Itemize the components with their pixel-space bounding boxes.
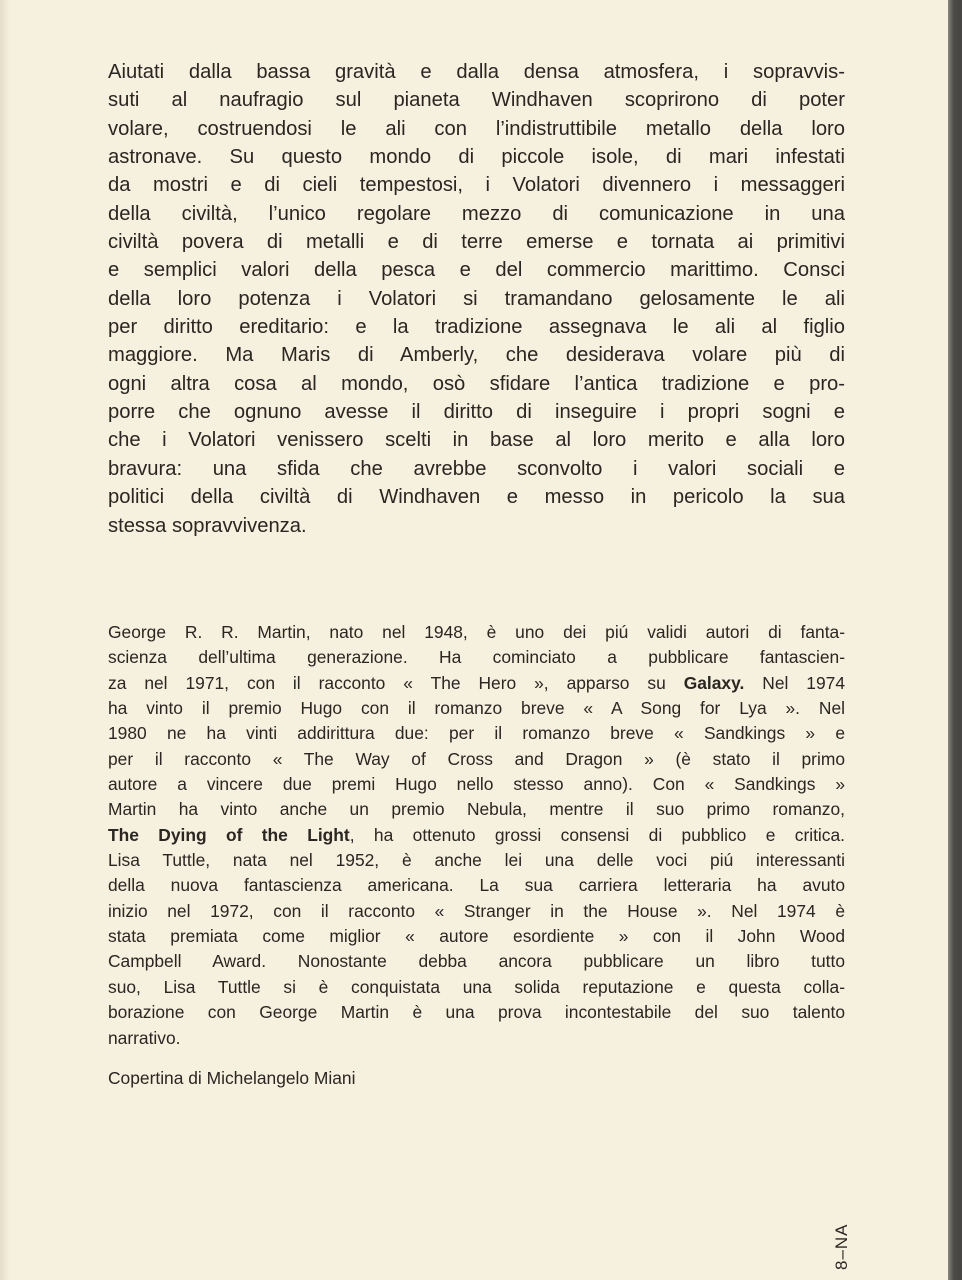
text-line	[108, 1000, 845, 1025]
text-segment: suti al naufragio sul pianeta Windhaven scoprirono di poter	[108, 89, 845, 112]
text-line	[108, 949, 845, 974]
text-segment: ogni altra cosa al mondo, osò sfidare l’antica tradizione e pro-	[108, 372, 845, 395]
synopsis-paragraph	[108, 58, 845, 540]
text-segment: , ha ottenuto grossi consensi di pubblico e critica.	[349, 824, 845, 845]
text-segment: della loro potenza i Volatori si tramandano gelosamente le ali	[108, 287, 845, 310]
text-line	[108, 398, 845, 426]
text-line	[108, 58, 845, 86]
text-segment: volare, costruendosi le ali con l’indistruttibile metallo della loro	[108, 117, 845, 140]
text-segment: della nuova fantascienza americana. La sua carriera letteraria ha avuto	[108, 875, 845, 896]
text-segment: Aiutati dalla bassa gravità e dalla densa atmosfera, i sopravvis-	[108, 61, 845, 83]
text-line	[108, 899, 845, 924]
book-spine-edge	[948, 0, 962, 1280]
text-line	[108, 370, 845, 398]
text-line	[108, 143, 845, 171]
text-line	[108, 797, 845, 822]
text-segment: che i Volatori venissero scelti in base al loro merito e alla loro	[108, 429, 845, 452]
authors-biography-paragraph	[108, 620, 845, 1051]
text-segment: suo, Lisa Tuttle si è conquistata una solida reputazione e questa colla-	[108, 976, 845, 997]
text-line	[108, 975, 845, 1000]
text-line	[108, 696, 845, 721]
text-segment: della civiltà, l’unico regolare mezzo di comunicazione in una	[108, 202, 845, 225]
text-line	[108, 200, 845, 228]
text-line	[108, 483, 845, 511]
catalog-code: 8–NA	[832, 1223, 851, 1270]
text-segment: George R. R. Martin, nato nel 1948, è uno dei piú validi autori di fanta-	[108, 622, 845, 642]
text-segment: narrativo.	[108, 1027, 181, 1048]
text-line	[108, 313, 845, 341]
text-line	[108, 228, 845, 256]
text-line	[108, 645, 845, 670]
text-segment: maggiore. Ma Maris di Amberly, che desiderava volare più di	[108, 344, 845, 367]
page-left-edge	[0, 0, 10, 1280]
text-segment: da mostri e di cieli tempestosi, i Volatori divennero i messaggeri	[108, 174, 845, 197]
text-segment: inizio nel 1972, con il racconto « Stranger in the House ». Nel 1974 è	[108, 900, 845, 921]
text-line	[108, 721, 845, 746]
text-segment: Martin ha vinto anche un premio Nebula, mentre il suo primo romanzo,	[108, 799, 845, 820]
text-segment: politici della civiltà di Windhaven e messo in pericolo la sua	[108, 486, 845, 509]
text-line	[108, 256, 845, 284]
text-segment: porre che ognuno avesse il diritto di inseguire i propri sogni e	[108, 401, 845, 424]
text-line	[108, 823, 845, 848]
text-line	[108, 171, 845, 199]
text-segment: per il racconto « The Way of Cross and Dragon » (è stato il primo	[108, 748, 845, 769]
text-segment: e semplici valori della pesca e del commercio marittimo. Consci	[108, 259, 845, 282]
text-segment: autore a vincere due premi Hugo nello stesso anno). Con « Sandkings »	[108, 774, 845, 795]
text-segment: bravura: una sfida che avrebbe sconvolto i valori sociali e	[108, 457, 845, 480]
text-line	[108, 426, 845, 454]
text-line	[108, 671, 845, 696]
text-segment: za nel 1971, con il racconto « The Hero », apparso su	[108, 672, 684, 693]
text-line	[108, 341, 845, 369]
text-line	[108, 747, 845, 772]
text-line	[108, 1026, 845, 1051]
text-line	[108, 115, 845, 143]
text-segment: stessa sopravvivenza.	[108, 514, 307, 537]
text-segment: astronave. Su questo mondo di piccole isole, di mari infestati	[108, 146, 845, 169]
text-segment: borazione con George Martin è una prova incontestabile del suo talento	[108, 1002, 845, 1023]
text-segment: ha vinto il premio Hugo con il romanzo breve « A Song for Lya ». Nel	[108, 698, 845, 719]
text-line	[108, 772, 845, 797]
text-segment: scienza dell’ultima generazione. Ha cominciato a pubblicare fantascien-	[108, 647, 845, 668]
text-line	[108, 848, 845, 873]
text-line	[108, 873, 845, 898]
text-segment: civiltà povera di metalli e di terre emerse e tornata ai primitivi	[108, 231, 845, 254]
text-segment: Nel 1974	[744, 672, 845, 693]
text-segment: Campbell Award. Nonostante debba ancora pubblicare un libro tutto	[108, 951, 845, 972]
text-line	[108, 285, 845, 313]
text-segment: per diritto ereditario: e la tradizione assegnava le ali al figlio	[108, 316, 845, 339]
text-segment: 1980 ne ha vinti addirittura due: per il romanzo breve « Sandkings » e	[108, 723, 845, 744]
text-line	[108, 620, 845, 645]
cover-credit: Copertina di Michelangelo Miani	[108, 1068, 356, 1088]
text-line	[108, 455, 845, 483]
text-segment: Lisa Tuttle, nata nel 1952, è anche lei una delle voci piú interessanti	[108, 850, 845, 871]
text-line	[108, 86, 845, 114]
text-line	[108, 512, 845, 540]
bold-title: Galaxy.	[683, 672, 745, 693]
bold-title: The Dying of the Light	[108, 824, 350, 845]
text-segment: stata premiata come miglior « autore esordiente » con il John Wood	[108, 926, 845, 947]
text-line	[108, 924, 845, 949]
